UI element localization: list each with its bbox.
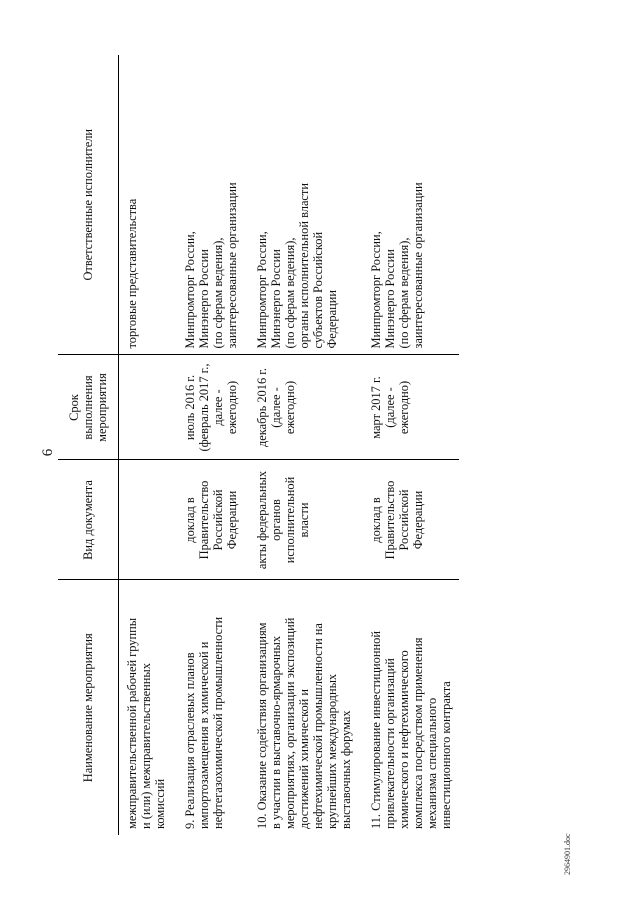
cell-responsible: Минпромторг России, Минэнерго России (по сферам ведения), заинтересованные организации bbox=[359, 55, 459, 355]
header-responsible: Ответственные исполнители bbox=[58, 55, 119, 355]
cell-doc-type: доклад в Правительство Российской Федерации bbox=[359, 460, 459, 580]
cell-doc-type: акты федеральных органов исполнительной власти bbox=[245, 460, 359, 580]
cell-doc-type bbox=[119, 460, 174, 580]
table-row bbox=[173, 55, 245, 835]
cell-responsible: Минпромторг России, Минэнерго России (по сферам ведения), органы исполнительной власти субъектов Российской Федерации bbox=[245, 55, 359, 355]
document-code: 2964901.doc bbox=[563, 833, 572, 875]
cell-doc-type: доклад в Правительство Российской Федерации bbox=[173, 460, 245, 580]
cell-responsible: Минпромторг России, Минэнерго России (по сферам ведения), заинтересованные организации bbox=[173, 55, 245, 355]
cell-name: 10. Оказание содействия организациям в участии в выставочно-ярмарочных мероприятиях, организации экспозиций достижений химической и нефтехимической промышленности на крупнейших международных выставочных форумах bbox=[255, 617, 353, 829]
cell-deadline: декабрь 2016 г. (далее - ежегодно) bbox=[245, 355, 359, 460]
table-row bbox=[119, 55, 174, 835]
cell-name: 11. Стимулирование инвестиционной привлекательности организаций химического и нефтехимического комплекса посредством применения механизма специального инвестиционного контракта bbox=[369, 631, 453, 829]
table-row bbox=[245, 55, 359, 835]
cell-name: 9. Реализация отраслевых планов импортозамещения в химической и нефтегазохимической промышленности bbox=[183, 616, 225, 829]
cell-deadline: март 2017 г. (далее - ежегодно) bbox=[359, 355, 459, 460]
header-name: Наименование мероприятия bbox=[58, 580, 119, 835]
cell-deadline: июль 2016 г. (февраль 2017 г., далее - ежегодно) bbox=[173, 355, 245, 460]
table-row bbox=[359, 55, 459, 835]
page-number: 6 bbox=[40, 448, 56, 457]
cell-name: межправительственной рабочей группы и (или) межправительственных комиссий bbox=[125, 617, 167, 829]
table-header-row bbox=[58, 55, 119, 835]
measures-table bbox=[58, 55, 459, 835]
header-doc-type: Вид документа bbox=[58, 460, 119, 580]
cell-responsible: торговые представительства bbox=[119, 55, 174, 355]
cell-deadline bbox=[119, 355, 174, 460]
header-deadline: Срок выполнения мероприятия bbox=[58, 355, 119, 460]
